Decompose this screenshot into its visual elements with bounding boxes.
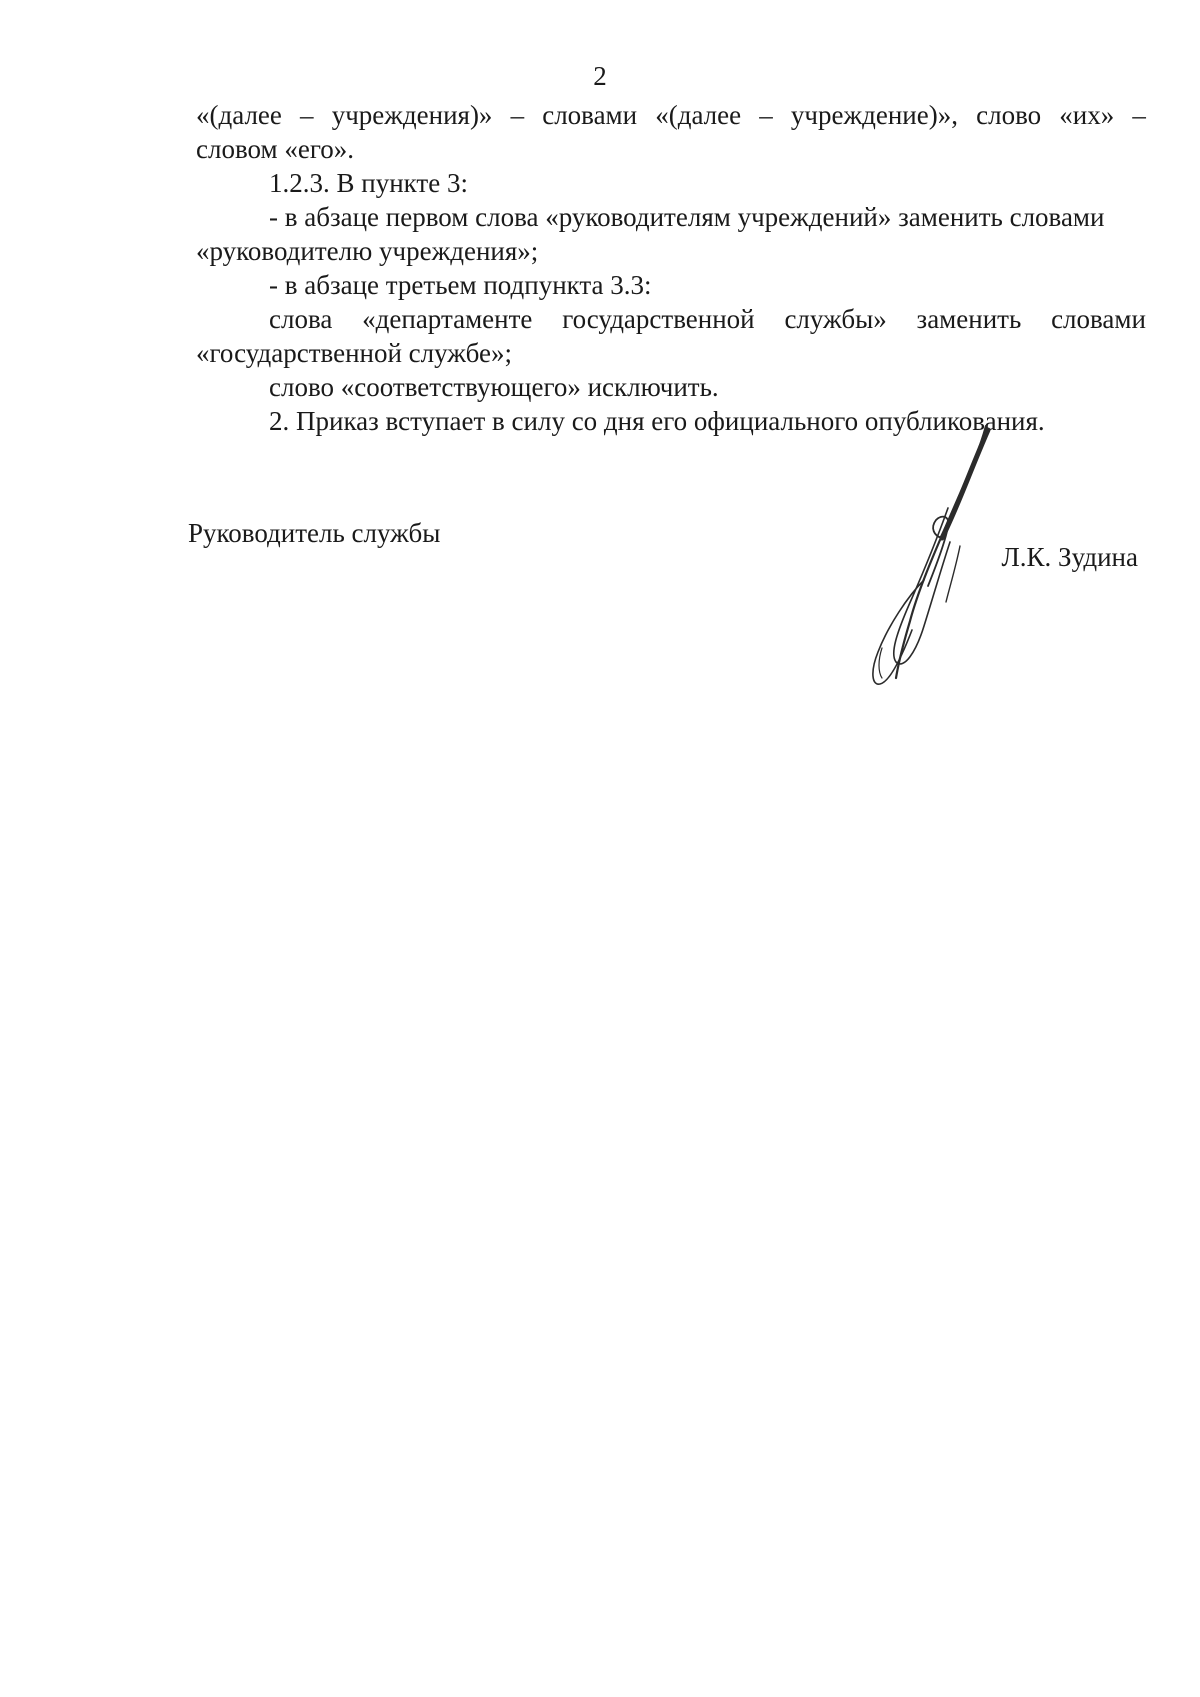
paragraph-7: 2. Приказ вступает в силу со дня его официального опубликования.: [269, 406, 1045, 436]
document-body: [196, 98, 1146, 438]
signer-name: Л.К. Зудина: [1001, 542, 1138, 572]
paragraph-6: слово «соответствующего» исключить.: [269, 372, 719, 402]
paragraph-4: - в абзаце третьем подпункта 3.3:: [269, 270, 652, 300]
word: –: [300, 100, 314, 130]
word: учреждения)»: [331, 100, 493, 130]
word: учреждение)»,: [790, 100, 958, 130]
paragraph-3-line-1: - в абзаце первом слова «руководителям учреждений» заменить словами: [269, 202, 1105, 232]
word: службы»: [784, 304, 887, 334]
word: словами: [542, 100, 638, 130]
word: словами: [1051, 304, 1146, 334]
word: –: [759, 100, 773, 130]
word: заменить: [916, 304, 1022, 334]
signer-title: Руководитель службы: [188, 518, 441, 548]
paragraph-1-line-1: [196, 98, 1146, 132]
paragraph-5-line-1: [196, 302, 1146, 336]
paragraph-1-line-2: словом «его».: [196, 134, 354, 164]
paragraph-2: 1.2.3. В пункте 3:: [269, 168, 468, 198]
word: государственной: [562, 304, 755, 334]
paragraph-5-line-2: «государственной службе»;: [196, 338, 512, 368]
paragraph-3-line-2: «руководителю учреждения»;: [196, 236, 539, 266]
word: –: [510, 100, 525, 130]
signature-block: [188, 516, 1148, 716]
handwritten-signature-icon: [838, 416, 1008, 716]
page-number: 2: [593, 61, 607, 91]
word: «их»: [1059, 100, 1115, 130]
word: «(далее: [655, 100, 742, 130]
word: –: [1132, 100, 1146, 130]
word: «департаменте: [362, 304, 533, 334]
word: слова: [269, 304, 333, 334]
word: «(далее: [196, 100, 282, 130]
word: слово: [976, 100, 1042, 130]
